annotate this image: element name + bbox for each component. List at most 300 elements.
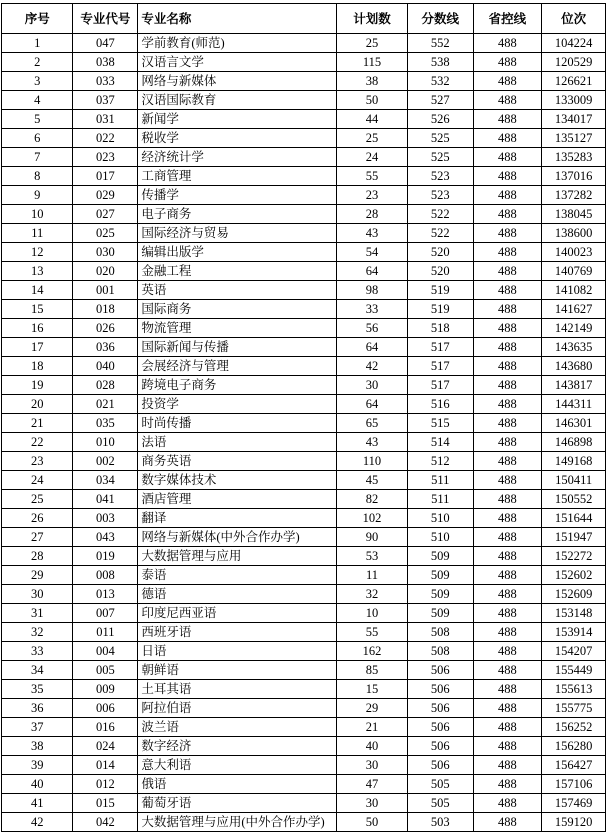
control-line-cell: 488: [473, 186, 542, 205]
table-row: [2, 72, 606, 91]
major-code-cell: 013: [73, 585, 138, 604]
major-code-cell: 015: [73, 794, 138, 813]
plan-count-cell: 102: [337, 509, 408, 528]
control-line-cell: 488: [473, 319, 542, 338]
major-name-cell: 大数据管理与应用: [138, 547, 337, 566]
major-name-cell: 印度尼西亚语: [138, 604, 337, 623]
major-name-cell: 跨境电子商务: [138, 376, 337, 395]
plan-count-cell: 43: [337, 224, 408, 243]
major-code-cell: 001: [73, 281, 138, 300]
table-row: [2, 813, 606, 832]
table-row: [2, 623, 606, 642]
table-row: [2, 243, 606, 262]
major-code-cell: 047: [73, 34, 138, 53]
score-line-cell: 506: [407, 756, 473, 775]
score-line-cell: 509: [407, 547, 473, 566]
control-line-cell: 488: [473, 262, 542, 281]
plan-count-cell: 29: [337, 699, 408, 718]
plan-count-cell: 50: [337, 91, 408, 110]
major-name-cell: 税收学: [138, 129, 337, 148]
plan-count-cell: 90: [337, 528, 408, 547]
control-line-cell: 488: [473, 205, 542, 224]
rank-cell: 155775: [542, 699, 606, 718]
control-line-cell: 488: [473, 129, 542, 148]
major-code-cell: 038: [73, 53, 138, 72]
rank-cell: 141082: [542, 281, 606, 300]
major-name-cell: 新闻学: [138, 110, 337, 129]
major-code-cell: 043: [73, 528, 138, 547]
score-line-cell: 525: [407, 148, 473, 167]
major-name-cell: 酒店管理: [138, 490, 337, 509]
seq-cell: 29: [2, 566, 73, 585]
score-line-cell: 511: [407, 490, 473, 509]
rank-cell: 138045: [542, 205, 606, 224]
rank-cell: 146301: [542, 414, 606, 433]
plan-count-cell: 98: [337, 281, 408, 300]
plan-count-cell: 43: [337, 433, 408, 452]
score-line-cell: 512: [407, 452, 473, 471]
control-line-cell: 488: [473, 34, 542, 53]
plan-count-cell: 25: [337, 129, 408, 148]
major-name-cell: 数字媒体技术: [138, 471, 337, 490]
seq-cell: 34: [2, 661, 73, 680]
rank-cell: 143817: [542, 376, 606, 395]
major-code-cell: 025: [73, 224, 138, 243]
plan-count-cell: 15: [337, 680, 408, 699]
seq-cell: 2: [2, 53, 73, 72]
score-line-cell: 527: [407, 91, 473, 110]
header-seq: 序号: [2, 4, 73, 34]
major-code-cell: 035: [73, 414, 138, 433]
major-name-cell: 西班牙语: [138, 623, 337, 642]
major-code-cell: 030: [73, 243, 138, 262]
control-line-cell: 488: [473, 395, 542, 414]
table-row: [2, 433, 606, 452]
seq-cell: 22: [2, 433, 73, 452]
table-row: [2, 718, 606, 737]
rank-cell: 155449: [542, 661, 606, 680]
control-line-cell: 488: [473, 414, 542, 433]
seq-cell: 13: [2, 262, 73, 281]
table-row: [2, 452, 606, 471]
seq-cell: 27: [2, 528, 73, 547]
table-row: [2, 167, 606, 186]
score-line-cell: 523: [407, 167, 473, 186]
table-row: [2, 148, 606, 167]
rank-cell: 153914: [542, 623, 606, 642]
major-name-cell: 阿拉伯语: [138, 699, 337, 718]
rank-cell: 104224: [542, 34, 606, 53]
rank-cell: 135127: [542, 129, 606, 148]
major-code-cell: 009: [73, 680, 138, 699]
plan-count-cell: 56: [337, 319, 408, 338]
plan-count-cell: 64: [337, 395, 408, 414]
control-line-cell: 488: [473, 756, 542, 775]
score-line-cell: 538: [407, 53, 473, 72]
rank-cell: 133009: [542, 91, 606, 110]
control-line-cell: 488: [473, 528, 542, 547]
major-name-cell: 数字经济: [138, 737, 337, 756]
score-line-cell: 508: [407, 623, 473, 642]
table-row: [2, 604, 606, 623]
score-line-cell: 509: [407, 585, 473, 604]
table-row: [2, 642, 606, 661]
seq-cell: 3: [2, 72, 73, 91]
control-line-cell: 488: [473, 585, 542, 604]
seq-cell: 28: [2, 547, 73, 566]
plan-count-cell: 45: [337, 471, 408, 490]
seq-cell: 9: [2, 186, 73, 205]
major-code-cell: 042: [73, 813, 138, 832]
rank-cell: 153148: [542, 604, 606, 623]
major-code-cell: 006: [73, 699, 138, 718]
score-line-cell: 532: [407, 72, 473, 91]
rank-cell: 157469: [542, 794, 606, 813]
major-code-cell: 019: [73, 547, 138, 566]
score-line-cell: 523: [407, 186, 473, 205]
table-row: [2, 110, 606, 129]
score-line-cell: 519: [407, 300, 473, 319]
control-line-cell: 488: [473, 224, 542, 243]
rank-cell: 154207: [542, 642, 606, 661]
score-line-cell: 526: [407, 110, 473, 129]
table-row: [2, 737, 606, 756]
major-name-cell: 英语: [138, 281, 337, 300]
table-row: [2, 281, 606, 300]
major-code-cell: 031: [73, 110, 138, 129]
control-line-cell: 488: [473, 357, 542, 376]
rank-cell: 137282: [542, 186, 606, 205]
table-row: [2, 300, 606, 319]
major-name-cell: 电子商务: [138, 205, 337, 224]
seq-cell: 4: [2, 91, 73, 110]
control-line-cell: 488: [473, 680, 542, 699]
major-name-cell: 网络与新媒体(中外合作办学): [138, 528, 337, 547]
seq-cell: 42: [2, 813, 73, 832]
major-code-cell: 014: [73, 756, 138, 775]
rank-cell: 152602: [542, 566, 606, 585]
major-code-cell: 040: [73, 357, 138, 376]
rank-cell: 151644: [542, 509, 606, 528]
score-line-cell: 506: [407, 661, 473, 680]
table-row: [2, 91, 606, 110]
plan-count-cell: 32: [337, 585, 408, 604]
control-line-cell: 488: [473, 623, 542, 642]
seq-cell: 18: [2, 357, 73, 376]
score-line-cell: 518: [407, 319, 473, 338]
major-name-cell: 意大利语: [138, 756, 337, 775]
admission-score-table: [1, 3, 606, 832]
rank-cell: 142149: [542, 319, 606, 338]
rank-cell: 156252: [542, 718, 606, 737]
major-code-cell: 002: [73, 452, 138, 471]
seq-cell: 1: [2, 34, 73, 53]
plan-count-cell: 65: [337, 414, 408, 433]
major-name-cell: 国际新闻与传播: [138, 338, 337, 357]
control-line-cell: 488: [473, 490, 542, 509]
table-body: [2, 34, 606, 832]
major-code-cell: 022: [73, 129, 138, 148]
major-name-cell: 泰语: [138, 566, 337, 585]
major-name-cell: 俄语: [138, 775, 337, 794]
control-line-cell: 488: [473, 737, 542, 756]
seq-cell: 5: [2, 110, 73, 129]
score-line-cell: 520: [407, 243, 473, 262]
control-line-cell: 488: [473, 281, 542, 300]
major-code-cell: 020: [73, 262, 138, 281]
major-code-cell: 004: [73, 642, 138, 661]
control-line-cell: 488: [473, 699, 542, 718]
seq-cell: 36: [2, 699, 73, 718]
table-header: [2, 4, 606, 34]
seq-cell: 32: [2, 623, 73, 642]
table-row: [2, 338, 606, 357]
major-code-cell: 012: [73, 775, 138, 794]
score-line-cell: 509: [407, 566, 473, 585]
plan-count-cell: 33: [337, 300, 408, 319]
seq-cell: 15: [2, 300, 73, 319]
plan-count-cell: 42: [337, 357, 408, 376]
rank-cell: 137016: [542, 167, 606, 186]
plan-count-cell: 115: [337, 53, 408, 72]
major-code-cell: 007: [73, 604, 138, 623]
seq-cell: 23: [2, 452, 73, 471]
score-line-cell: 522: [407, 205, 473, 224]
table-row: [2, 376, 606, 395]
plan-count-cell: 82: [337, 490, 408, 509]
control-line-cell: 488: [473, 167, 542, 186]
seq-cell: 33: [2, 642, 73, 661]
major-name-cell: 经济统计学: [138, 148, 337, 167]
score-line-cell: 508: [407, 642, 473, 661]
major-name-cell: 汉语言文学: [138, 53, 337, 72]
major-name-cell: 翻译: [138, 509, 337, 528]
table-row: [2, 794, 606, 813]
major-code-cell: 041: [73, 490, 138, 509]
plan-count-cell: 53: [337, 547, 408, 566]
plan-count-cell: 85: [337, 661, 408, 680]
table-row: [2, 395, 606, 414]
control-line-cell: 488: [473, 661, 542, 680]
seq-cell: 40: [2, 775, 73, 794]
plan-count-cell: 50: [337, 813, 408, 832]
major-code-cell: 027: [73, 205, 138, 224]
plan-count-cell: 64: [337, 338, 408, 357]
seq-cell: 31: [2, 604, 73, 623]
plan-count-cell: 30: [337, 756, 408, 775]
score-line-cell: 514: [407, 433, 473, 452]
table-row: [2, 509, 606, 528]
table-row: [2, 699, 606, 718]
control-line-cell: 488: [473, 53, 542, 72]
rank-cell: 135283: [542, 148, 606, 167]
plan-count-cell: 162: [337, 642, 408, 661]
score-line-cell: 515: [407, 414, 473, 433]
rank-cell: 146898: [542, 433, 606, 452]
seq-cell: 16: [2, 319, 73, 338]
table-row: [2, 585, 606, 604]
control-line-cell: 488: [473, 509, 542, 528]
major-name-cell: 法语: [138, 433, 337, 452]
control-line-cell: 488: [473, 718, 542, 737]
major-name-cell: 时尚传播: [138, 414, 337, 433]
major-code-cell: 034: [73, 471, 138, 490]
score-line-cell: 519: [407, 281, 473, 300]
control-line-cell: 488: [473, 775, 542, 794]
seq-cell: 25: [2, 490, 73, 509]
plan-count-cell: 55: [337, 623, 408, 642]
table-row: [2, 661, 606, 680]
seq-cell: 37: [2, 718, 73, 737]
seq-cell: 10: [2, 205, 73, 224]
major-code-cell: 024: [73, 737, 138, 756]
rank-cell: 120529: [542, 53, 606, 72]
rank-cell: 140769: [542, 262, 606, 281]
major-code-cell: 036: [73, 338, 138, 357]
major-name-cell: 金融工程: [138, 262, 337, 281]
major-name-cell: 传播学: [138, 186, 337, 205]
rank-cell: 155613: [542, 680, 606, 699]
table-row: [2, 528, 606, 547]
rank-cell: 141627: [542, 300, 606, 319]
seq-cell: 6: [2, 129, 73, 148]
score-line-cell: 520: [407, 262, 473, 281]
plan-count-cell: 38: [337, 72, 408, 91]
seq-cell: 35: [2, 680, 73, 699]
major-name-cell: 会展经济与管理: [138, 357, 337, 376]
control-line-cell: 488: [473, 813, 542, 832]
plan-count-cell: 28: [337, 205, 408, 224]
table-row: [2, 34, 606, 53]
score-line-cell: 517: [407, 338, 473, 357]
score-line-cell: 506: [407, 680, 473, 699]
major-name-cell: 大数据管理与应用(中外合作办学): [138, 813, 337, 832]
plan-count-cell: 40: [337, 737, 408, 756]
table-row: [2, 205, 606, 224]
major-name-cell: 朝鲜语: [138, 661, 337, 680]
plan-count-cell: 30: [337, 376, 408, 395]
control-line-cell: 488: [473, 300, 542, 319]
control-line-cell: 488: [473, 471, 542, 490]
seq-cell: 24: [2, 471, 73, 490]
table-row: [2, 186, 606, 205]
table-row: [2, 547, 606, 566]
table-row: [2, 490, 606, 509]
rank-cell: 134017: [542, 110, 606, 129]
rank-cell: 159120: [542, 813, 606, 832]
header-row: [2, 4, 606, 34]
major-name-cell: 国际经济与贸易: [138, 224, 337, 243]
major-code-cell: 005: [73, 661, 138, 680]
score-line-cell: 506: [407, 737, 473, 756]
major-name-cell: 网络与新媒体: [138, 72, 337, 91]
seq-cell: 8: [2, 167, 73, 186]
control-line-cell: 488: [473, 110, 542, 129]
score-line-cell: 506: [407, 718, 473, 737]
major-name-cell: 土耳其语: [138, 680, 337, 699]
plan-count-cell: 11: [337, 566, 408, 585]
seq-cell: 30: [2, 585, 73, 604]
rank-cell: 149168: [542, 452, 606, 471]
plan-count-cell: 55: [337, 167, 408, 186]
seq-cell: 12: [2, 243, 73, 262]
rank-cell: 157106: [542, 775, 606, 794]
major-code-cell: 021: [73, 395, 138, 414]
table-row: [2, 53, 606, 72]
plan-count-cell: 21: [337, 718, 408, 737]
score-line-cell: 516: [407, 395, 473, 414]
plan-count-cell: 24: [337, 148, 408, 167]
major-name-cell: 汉语国际教育: [138, 91, 337, 110]
score-line-cell: 510: [407, 528, 473, 547]
seq-cell: 26: [2, 509, 73, 528]
table-row: [2, 129, 606, 148]
seq-cell: 19: [2, 376, 73, 395]
table-row: [2, 224, 606, 243]
score-line-cell: 503: [407, 813, 473, 832]
rank-cell: 151947: [542, 528, 606, 547]
rank-cell: 152609: [542, 585, 606, 604]
control-line-cell: 488: [473, 376, 542, 395]
seq-cell: 14: [2, 281, 73, 300]
table-row: [2, 566, 606, 585]
control-line-cell: 488: [473, 148, 542, 167]
rank-cell: 140023: [542, 243, 606, 262]
major-code-cell: 011: [73, 623, 138, 642]
rank-cell: 156280: [542, 737, 606, 756]
major-code-cell: 008: [73, 566, 138, 585]
major-code-cell: 003: [73, 509, 138, 528]
table-row: [2, 262, 606, 281]
control-line-cell: 488: [473, 604, 542, 623]
control-line-cell: 488: [473, 547, 542, 566]
major-name-cell: 学前教育(师范): [138, 34, 337, 53]
rank-cell: 144311: [542, 395, 606, 414]
major-name-cell: 商务英语: [138, 452, 337, 471]
plan-count-cell: 44: [337, 110, 408, 129]
header-provincial-control-line: 省控线: [473, 4, 542, 34]
header-plan-count: 计划数: [337, 4, 408, 34]
rank-cell: 156427: [542, 756, 606, 775]
major-code-cell: 010: [73, 433, 138, 452]
rank-cell: 138600: [542, 224, 606, 243]
seq-cell: 41: [2, 794, 73, 813]
score-line-cell: 505: [407, 775, 473, 794]
rank-cell: 143680: [542, 357, 606, 376]
score-line-cell: 511: [407, 471, 473, 490]
header-score-line: 分数线: [407, 4, 473, 34]
seq-cell: 17: [2, 338, 73, 357]
seq-cell: 7: [2, 148, 73, 167]
score-line-cell: 522: [407, 224, 473, 243]
seq-cell: 21: [2, 414, 73, 433]
major-code-cell: 033: [73, 72, 138, 91]
table-row: [2, 756, 606, 775]
seq-cell: 39: [2, 756, 73, 775]
major-name-cell: 波兰语: [138, 718, 337, 737]
seq-cell: 38: [2, 737, 73, 756]
major-name-cell: 物流管理: [138, 319, 337, 338]
major-name-cell: 编辑出版学: [138, 243, 337, 262]
header-major-code: 专业代号: [73, 4, 138, 34]
major-code-cell: 023: [73, 148, 138, 167]
major-code-cell: 017: [73, 167, 138, 186]
score-line-cell: 517: [407, 357, 473, 376]
control-line-cell: 488: [473, 794, 542, 813]
plan-count-cell: 30: [337, 794, 408, 813]
score-line-cell: 510: [407, 509, 473, 528]
plan-count-cell: 110: [337, 452, 408, 471]
